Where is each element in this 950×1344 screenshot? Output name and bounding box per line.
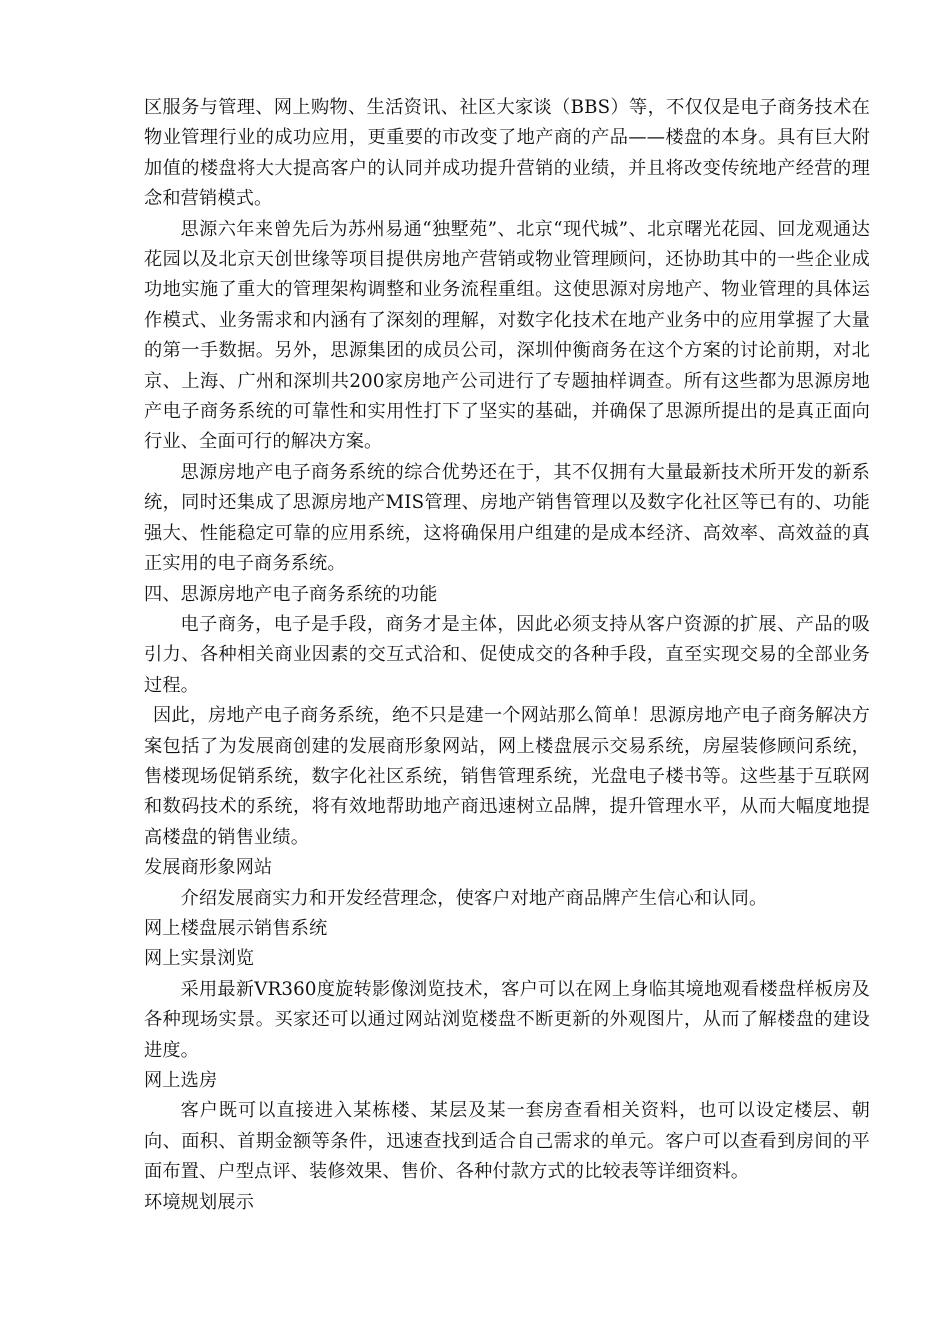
paragraph-ecommerce-definition: 电子商务，电子是手段，商务才是主体，因此必须支持从客户资源的扩展、产品的吸引力、各种相关商业因素的交互式洽和、促使成交的各种手段，直至实现交易的全部业务过程。 [144,613,870,696]
section-heading-functions: 四、思源房地产电子商务系统的功能 [144,583,438,605]
subheading-developer-website: 发展商形象网站 [144,857,273,879]
paragraph-intro-continuation: 区服务与管理、网上购物、生活资讯、社区大家谈（BBS）等，不仅仅是电子商务技术在物业管理行业的成功应用，更重要的市改变了地产商的产品——楼盘的本身。具有巨大附加值的楼盘将大大提高客户的认同并成功提升营销的业绩，并且将改变传统地产经营的理念和营销模式。 [144,97,870,210]
subheading-online-browsing: 网上实景浏览 [144,948,255,970]
paragraph-online-browsing: 采用最新VR360度旋转影像浏览技术，客户可以在网上身临其境地观看楼盘样板房及各种现场实景。买家还可以通过网站浏览楼盘不断更新的外观图片，从而了解楼盘的建设进度。 [144,978,870,1061]
document-body [144,93,870,1218]
subheading-online-sales-system: 网上楼盘展示销售系统 [144,917,328,939]
paragraph-online-selection: 客户既可以直接进入某栋楼、某层及某一套房查看相关资料，也可以设定楼层、朝向、面积、首期金额等条件，迅速查找到适合自己需求的单元。客户可以查看到房间的平面布置、户型点评、装修效果、售价、各种付款方式的比较表等详细资料。 [144,1100,870,1183]
subheading-environment-planning: 环境规划展示 [144,1191,255,1213]
paragraph-system-advantages: 思源房地产电子商务系统的综合优势还在于，其不仅拥有大量最新技术所开发的新系统，同时还集成了思源房地产MIS管理、房地产销售管理以及数字化社区等已有的、功能强大、性能稳定可靠的应用系统，这将确保用户组建的是成本经济、高效率、高效益的真正实用的电子商务系统。 [144,461,870,575]
paragraph-siyuan-experience: 思源六年来曾先后为苏州易通“独墅苑”、北京“现代城”、北京曙光花园、回龙观通达花园以及北京天创世缘等项目提供房地产营销或物业管理顾问，还协助其中的一些企业成功地实施了重大的管理架构调整和业务流程重组。这使思源对房地产、物业管理的具体运作模式、业务需求和内涵有了深刻的理解，对数字化技术在地产业务中的应用掌握了大量的第一手数据。另外，思源集团的成员公司，深圳仲衡商务在这个方案的讨论前期，对北京、上海、广州和深圳共200家房地产公司进行了专题抽样调查。所有这些都为思源房地产电子商务系统的可靠性和实用性打下了坚实的基础，并确保了思源所提出的是真正面向行业、全面可行的解决方案。 [144,218,870,453]
paragraph-developer-website: 介绍发展商实力和开发经营理念，使客户对地产商品牌产生信心和认同。 [180,887,768,909]
paragraph-solution-overview: 因此，房地产电子商务系统，绝不只是建一个网站那么简单！思源房地产电子商务解决方案包括了为发展商创建的发展商形象网站，网上楼盘展示交易系统，房屋装修顾问系统，售楼现场促销系统，数字化社区系统，销售管理系统，光盘电子楼书等。这些基于互联网和数码技术的系统，将有效地帮助地产商迅速树立品牌，提升管理水平，从而大幅度地提高楼盘的销售业绩。 [144,705,870,848]
subheading-online-selection: 网上选房 [144,1070,218,1091]
